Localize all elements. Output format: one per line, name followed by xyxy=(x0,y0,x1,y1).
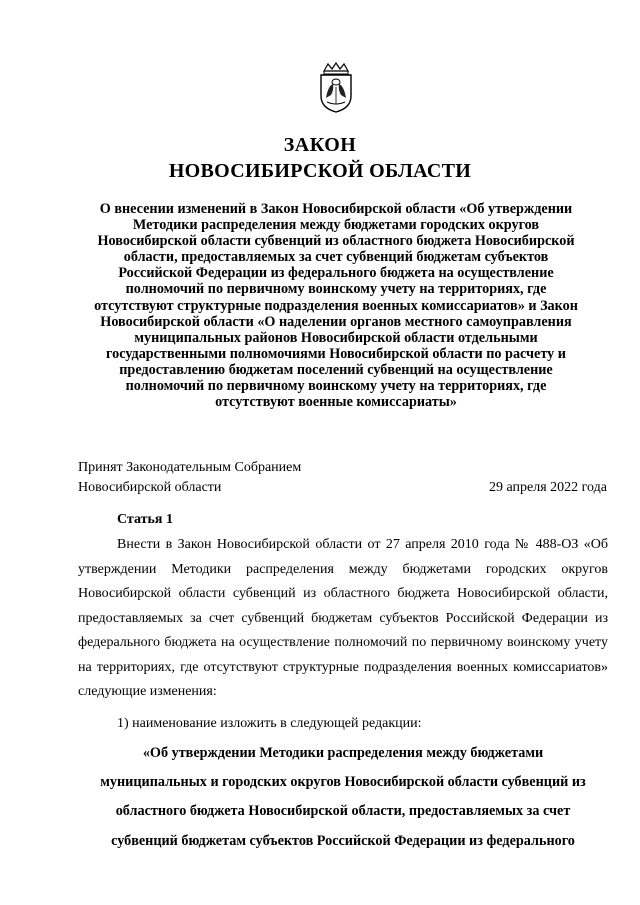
subject-line: Новосибирской области «О наделении органов местного самоуправления xyxy=(100,313,572,330)
subject-line: отсутствуют военные комиссариаты» xyxy=(215,394,457,411)
quote-line: областного бюджета Новосибирской области, предоставляемых за счет xyxy=(115,803,571,820)
subject-line: области, предоставляемых за счет субвенций бюджетам субъектов xyxy=(123,249,549,266)
subject-line: Новосибирской области субвенций из областного бюджета Новосибирской xyxy=(97,233,575,250)
subject-line: государственными полномочиями Новосибирской области по расчету и xyxy=(106,345,566,362)
quote-line: субвенций бюджетам субъектов Российской Федерации из федерального xyxy=(111,832,575,849)
adoption-date: 29 апреля 2022 года xyxy=(489,480,607,495)
quote-line: «Об утверждении Методики распределения между бюджетами xyxy=(142,745,544,761)
subject-line: Российской Федерации из федерального бюджета на осуществление xyxy=(118,265,554,282)
adoption-info xyxy=(78,458,301,498)
adopted-by: Принят Законодательным Собранием xyxy=(78,460,302,475)
article-body xyxy=(78,533,608,705)
subject-line: Методики распределения между бюджетами городских округов xyxy=(132,217,540,234)
subject-line: предоставлению бюджетам поселений субвенций на осуществление xyxy=(119,361,553,378)
article-heading: Статья 1 xyxy=(117,512,173,527)
adopted-region: Новосибирской области xyxy=(78,480,222,495)
law-title: ЗАКОН xyxy=(283,134,357,156)
subject-line: полномочий по первичному воинскому учету на территориях, где xyxy=(125,281,547,298)
quote-line: муниципальных и городских округов Новосибирской области субвенций из xyxy=(100,774,586,791)
region-title: НОВОСИБИРСКОЙ ОБЛАСТИ xyxy=(168,160,472,182)
law-subject xyxy=(78,201,594,410)
amendment-item-1: 1) наименование изложить в следующей редакции: xyxy=(117,716,422,731)
amended-title-quote xyxy=(78,739,608,856)
subject-line: О внесении изменений в Закон Новосибирской области «Об утверждении xyxy=(99,201,573,217)
subject-line: полномочий по первичному воинскому учету на территориях, где xyxy=(125,378,547,395)
article-paragraph: Внести в Закон Новосибирской области от 27 апреля 2010 года № 488-ОЗ «Об утверждении Методики распределения между бюджетами городских округов Новосибирской области субвенций из областного бюджета Новосибирской области, предоставляемых за счет субвенций бюджетам субъектов Российской Федерации из федерального бюджета на осуществление полномочий по первичному воинскому учету на территориях, где отсутствуют структурные подразделения военных комиссариатов» следующие изменения: xyxy=(78,537,608,699)
coat-of-arms-icon xyxy=(315,62,357,114)
subject-line: отсутствуют структурные подразделения военных комиссариатов» и Закон xyxy=(94,297,578,314)
subject-line: муниципальных районов Новосибирской области отдельными xyxy=(134,329,538,346)
